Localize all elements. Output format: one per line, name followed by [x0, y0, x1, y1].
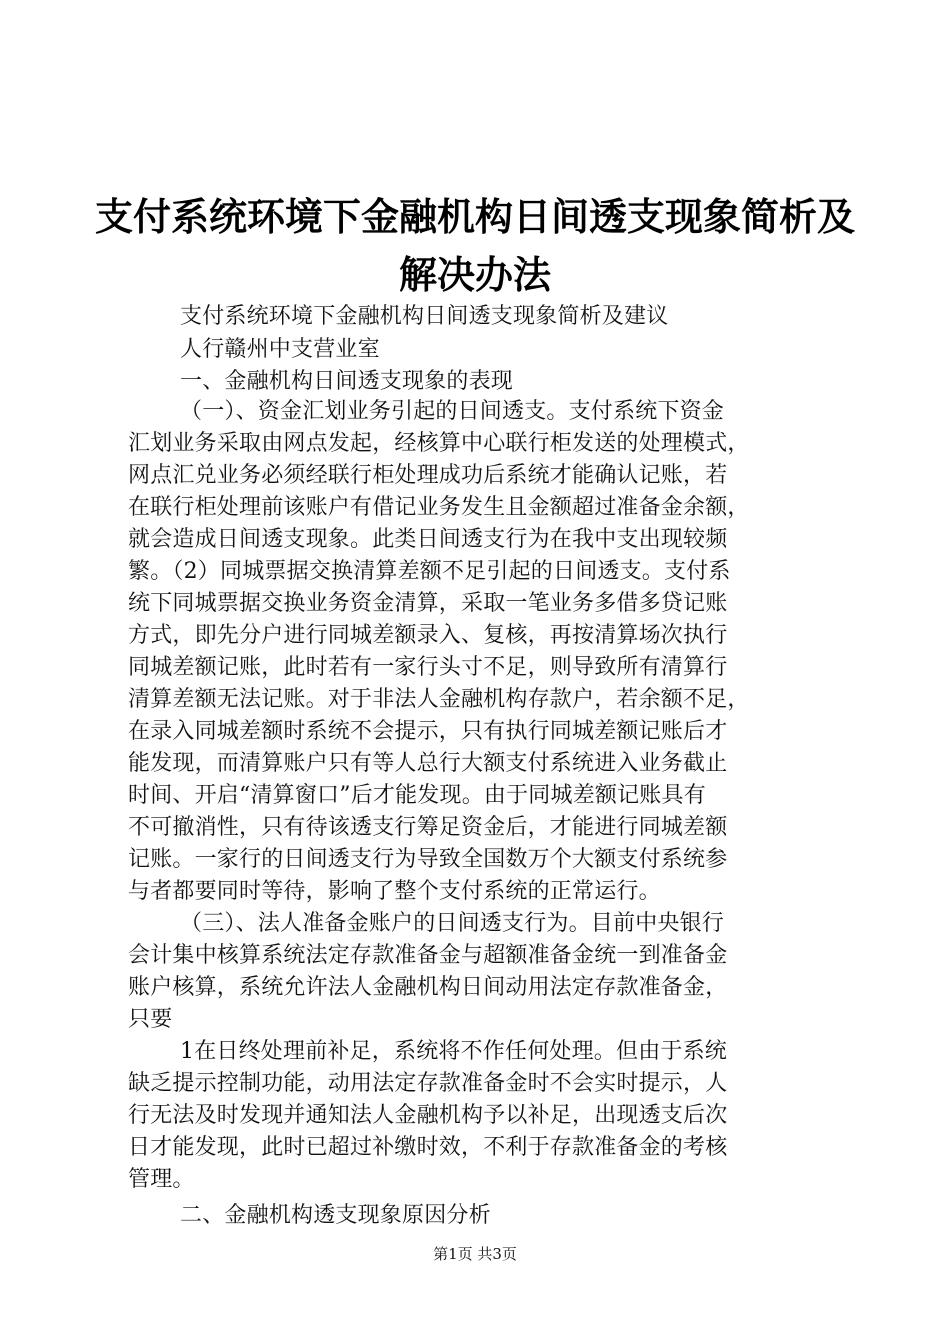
body-line: 繁。（2）同城票据交换清算差额不足引起的日间透支。支付系 [128, 559, 731, 584]
body-line: 行无法及时发现并通知法人金融机构予以补足，出现透支后次 [128, 1103, 728, 1128]
body-line: 就会造成日间透支现象。此类日间透支行为在我中支出现较频 [128, 527, 728, 552]
body-line: 网点汇兑业务必须经联行柜处理成功后系统才能确认记账，若 [128, 463, 728, 488]
body-line: 能发现，而清算账户只有等人总行大额支付系统进入业务截止 [128, 751, 728, 776]
body-line: 与者都要同时等待，影响了整个支付系统的正常运行。 [128, 879, 661, 904]
page-footer: 第1页 共3页 [433, 1245, 517, 1263]
body-line: 清算差额无法记账。对于非法人金融机构存款户，若余额不足， [128, 687, 750, 712]
body-line: 不可撤消性，只有待该透支行筹足资金后，才能进行同城差额 [128, 815, 728, 840]
body-line: 方式，即先分户进行同城差额录入、复核，再按清算场次执行 [128, 623, 728, 648]
body-line: 管理。 [128, 1167, 195, 1192]
body-line: （一）、资金汇划业务引起的日间透支。支付系统下资金 [180, 399, 725, 424]
body-line: 只要 [128, 1007, 173, 1032]
document-title-line-1: 支付系统环境下金融机构日间透支现象简析及 [94, 194, 855, 239]
body-line: （三）、法人准备金账户的日间透支行为。目前中央银行 [180, 911, 725, 936]
body-line: 在录入同城差额时系统不会提示，只有执行同城差额记账后才 [128, 719, 728, 744]
subtitle-line: 支付系统环境下金融机构日间透支现象简析及建议 [180, 304, 669, 329]
body-line: 时间、开启“清算窗口”后才能发现。由于同城差额记账具有 [128, 783, 706, 808]
body-line: 会计集中核算系统法定存款准备金与超额准备金统一到准备金 [128, 943, 728, 968]
body-line: 同城差额记账，此时若有一家行头寸不足，则导致所有清算行 [128, 655, 728, 680]
body-line: 汇划业务采取由网点发起，经核算中心联行柜发送的处理模式， [128, 431, 750, 456]
body-line: 统下同城票据交换业务资金清算，采取一笔业务多借多贷记账 [128, 591, 728, 616]
author-line: 人行赣州中支营业室 [180, 337, 380, 362]
document-title-line-2: 解决办法 [398, 252, 551, 297]
section-heading-1: 一、金融机构日间透支现象的表现 [180, 369, 514, 394]
body-line: 缺乏提示控制功能，动用法定存款准备金时不会实时提示，人 [128, 1071, 728, 1096]
section-heading-2: 二、金融机构透支现象原因分析 [180, 1203, 491, 1228]
body-line: 在联行柜处理前该账户有借记业务发生且金额超过准备金余额， [128, 495, 750, 520]
body-line: 账户核算，系统允许法人金融机构日间动用法定存款准备金， [128, 975, 728, 1000]
body-line: 1在日终处理前补足，系统将不作任何处理。但由于系统 [180, 1039, 727, 1064]
body-line: 记账。一家行的日间透支行为导致全国数万个大额支付系统参 [128, 847, 728, 872]
body-line: 日才能发现，此时已超过补缴时效，不利于存款准备金的考核 [128, 1135, 728, 1160]
